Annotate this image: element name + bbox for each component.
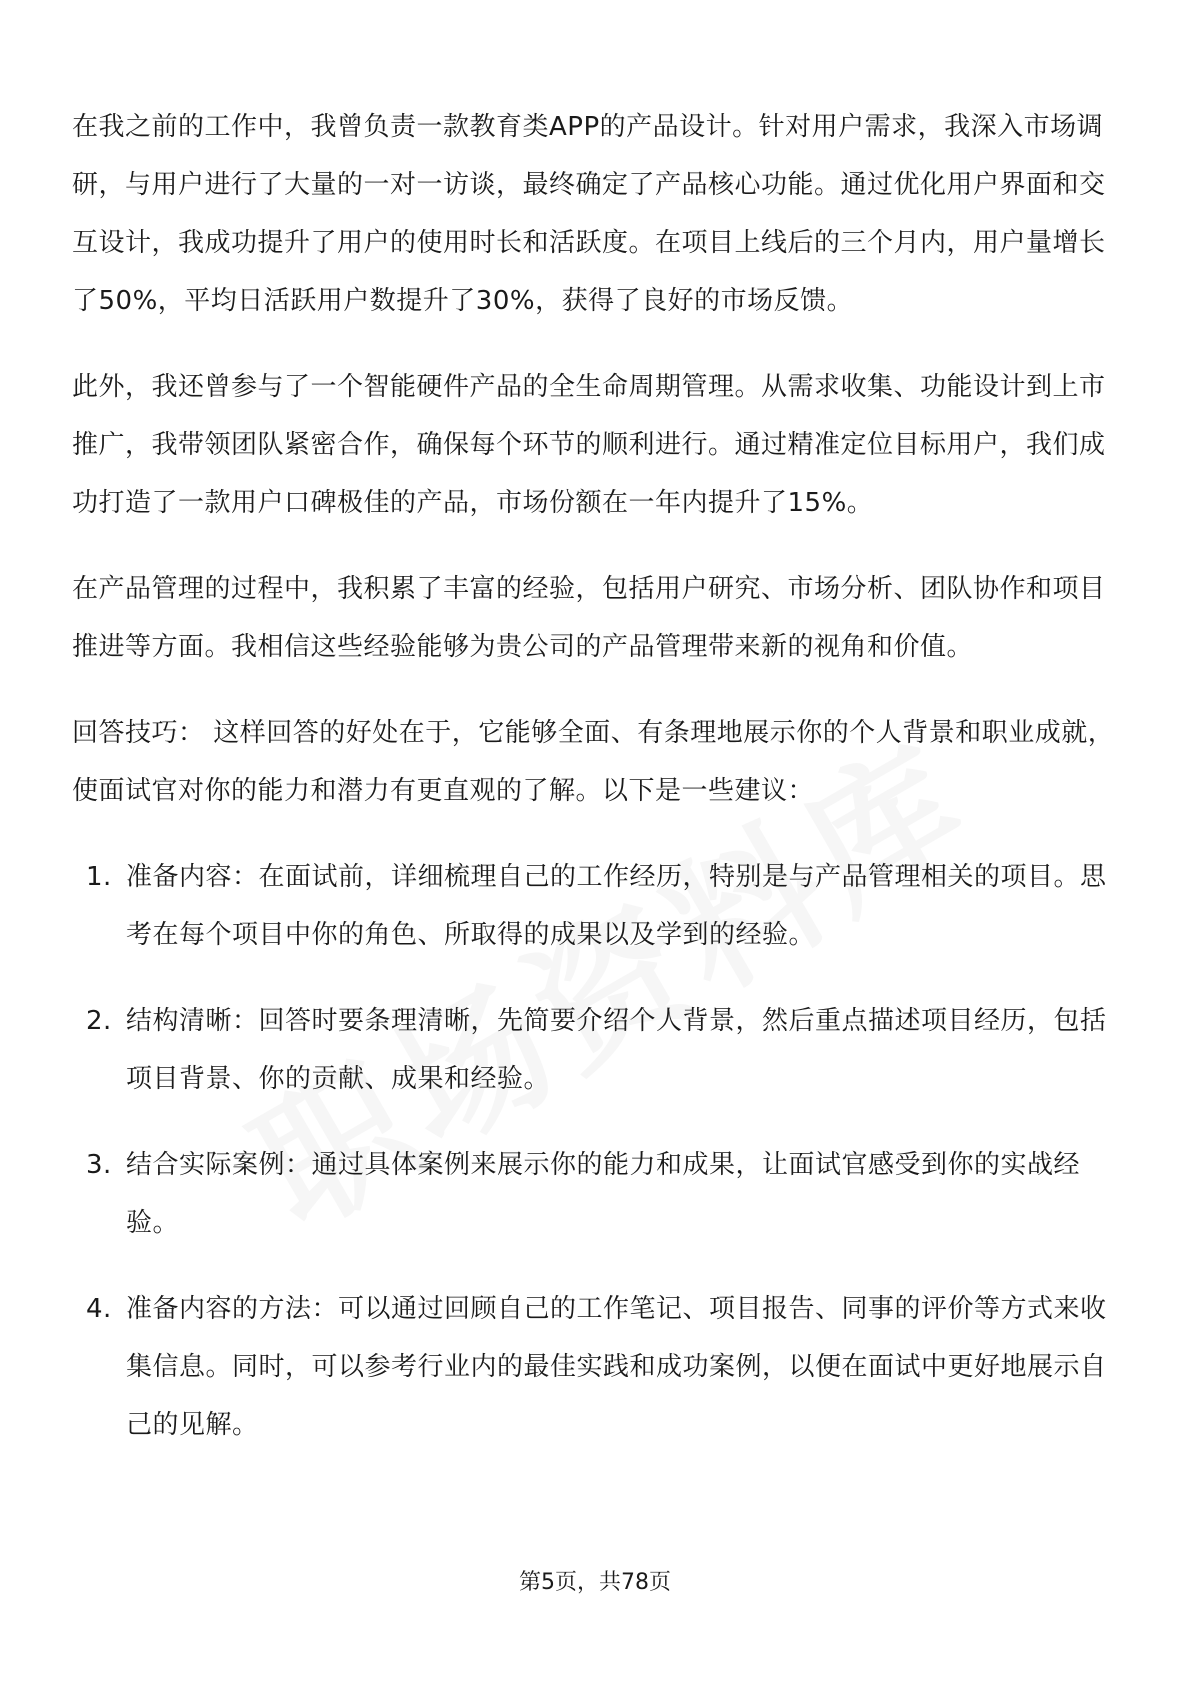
page-footer — [0, 1565, 1190, 1596]
page-number-label: 第5页，共78页 — [519, 1570, 671, 1595]
document-body — [72, 98, 1122, 1482]
list-item-number: 4. — [86, 1294, 112, 1324]
list-item-text: 准备内容：在面试前，详细梳理自己的工作经历，特别是与产品管理相关的项目。思考在每个项目中你的角色、所取得的成果以及学到的经验。 — [126, 862, 1107, 950]
paragraph-education-app: 在我之前的工作中，我曾负责一款教育类APP的产品设计。针对用户需求，我深入市场调研，与用户进行了大量的一对一访谈，最终确定了产品核心功能。通过优化用户界面和交互设计，我成功提升了用户的使用时长和活跃度。在项目上线后的三个月内，用户量增长了50%，平均日活跃用户数提升了30%，获得了良好的市场反馈。 — [72, 112, 1106, 316]
paragraph-smart-hardware: 此外，我还曾参与了一个智能硬件产品的全生命周期管理。从需求收集、功能设计到上市推广，我带领团队紧密合作，确保每个环节的顺利进行。通过精准定位目标用户，我们成功打造了一款用户口碑极佳的产品，市场份额在一年内提升了15%。 — [72, 372, 1106, 518]
list-item-number: 1. — [86, 862, 112, 892]
list-item-number: 2. — [86, 1006, 112, 1036]
tips-list — [72, 848, 1122, 1454]
list-item — [72, 848, 1122, 964]
paragraph-answer-tips: 回答技巧： 这样回答的好处在于，它能够全面、有条理地展示你的个人背景和职业成就，使面试官对你的能力和潜力有更直观的了解。以下是一些建议： — [72, 718, 1115, 806]
paragraph-experience-summary: 在产品管理的过程中，我积累了丰富的经验，包括用户研究、市场分析、团队协作和项目推进等方面。我相信这些经验能够为贵公司的产品管理带来新的视角和价值。 — [72, 574, 1106, 662]
list-item-text: 准备内容的方法：可以通过回顾自己的工作笔记、项目报告、同事的评价等方式来收集信息。同时，可以参考行业内的最佳实践和成功案例，以便在面试中更好地展示自己的见解。 — [126, 1294, 1107, 1440]
list-item — [72, 992, 1122, 1108]
list-item-number: 3. — [86, 1150, 112, 1180]
list-item — [72, 1280, 1122, 1454]
list-item-text: 结构清晰：回答时要条理清晰，先简要介绍个人背景，然后重点描述项目经历，包括项目背景、你的贡献、成果和经验。 — [126, 1006, 1107, 1094]
list-item — [72, 1136, 1122, 1252]
list-item-text: 结合实际案例：通过具体案例来展示你的能力和成果，让面试官感受到你的实战经验。 — [126, 1150, 1081, 1238]
